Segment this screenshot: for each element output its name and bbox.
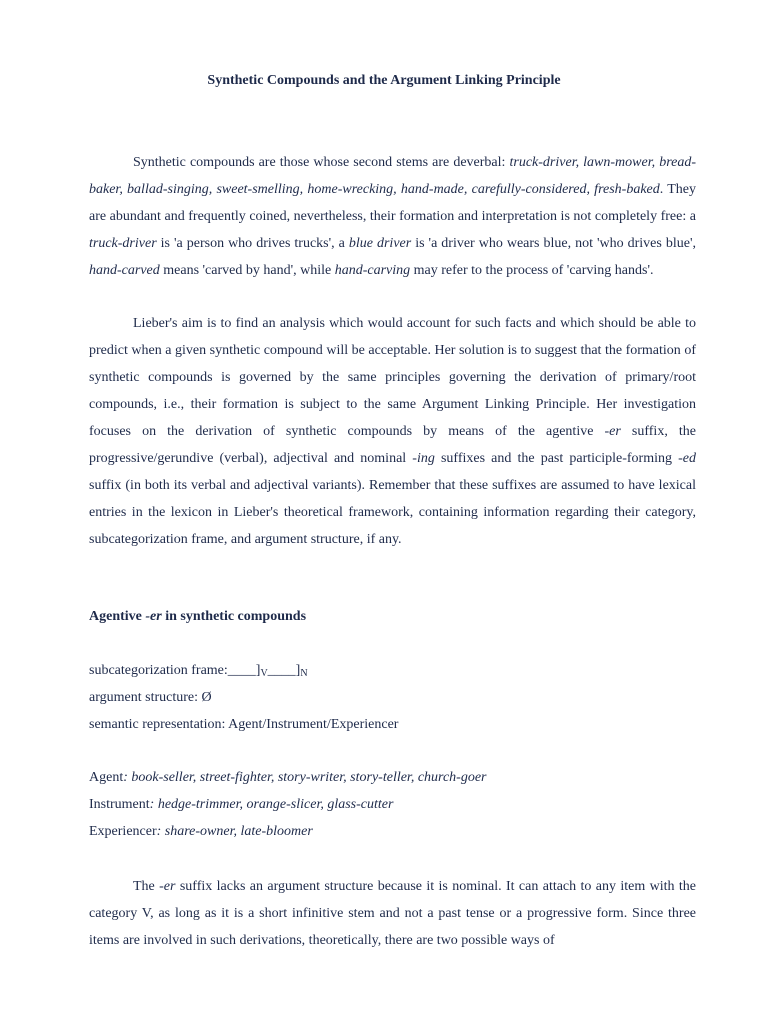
instrument-label: Instrument (89, 797, 150, 812)
instrument-list: : hedge-trimmer, orange-slicer, glass-cutter (149, 797, 394, 812)
example: truck-driver (89, 236, 157, 251)
agent-list: : book-seller, street-fighter, story-writer, story-teller, church-goer (123, 770, 487, 785)
text: means 'carved by hand', while (159, 263, 335, 278)
text: may refer to the process of 'carving hands'. (410, 263, 654, 278)
document-title: Synthetic Compounds and the Argument Linking Principle (207, 73, 561, 88)
text: is 'a driver who wears blue, not 'who drives blue', (411, 236, 696, 251)
example: blue driver (348, 236, 412, 251)
section-heading (89, 609, 306, 625)
experiencer-label: Experiencer (89, 824, 157, 839)
example: hand-carving (334, 263, 411, 278)
heading-text: in synthetic compounds (161, 609, 307, 624)
text: Synthetic compounds are those whose second stems are deverbal: (133, 155, 510, 170)
suffix: -ed (678, 451, 696, 466)
semantic-representation: semantic representation: Agent/Instrument/Experiencer (89, 717, 399, 732)
subcategorization-frame (89, 663, 308, 679)
experiencer-list: : share-owner, late-bloomer (156, 824, 313, 839)
text: The (133, 879, 160, 894)
experiencer-examples (89, 824, 313, 840)
subcat-mid: ____] (267, 663, 301, 678)
text: is 'a person who drives trucks', a (156, 236, 349, 251)
paragraph-intro (89, 149, 696, 284)
suffix: -er (159, 879, 176, 894)
text: Lieber's aim is to find an analysis which would account for such facts and which should be able to predict when a given synthetic compound will be acceptable. Her solution is to suggest that the formation of synthetic compounds is governed by the same principles governing the derivation of primary/root compounds, i.e., their formation is subject to the same Argument Linking Principle. Her investigation focuses on the derivation of synthetic compounds by means of the agentive (89, 316, 696, 439)
subscript-n: N (300, 668, 308, 679)
argument-structure: argument structure: Ø (89, 690, 212, 705)
agent-examples (89, 770, 487, 786)
paragraph-er-suffix (89, 873, 696, 954)
subscript-v: V (260, 668, 268, 679)
examples: truck-driver, lawn-mower, bread-baker, ballad-singing, sweet-smelling, home-wrecking, hand-made, carefully-considered, fresh-baked (89, 155, 696, 197)
heading-suffix: -er (145, 609, 162, 624)
example: hand-carved (89, 263, 160, 278)
instrument-examples (89, 797, 393, 813)
suffix: -ing (412, 451, 435, 466)
subcat-label: subcategorization frame:____] (89, 663, 261, 678)
suffix: -er (604, 424, 621, 439)
heading-text: Agentive (89, 609, 146, 624)
text: suffixes and the past participle-forming (434, 451, 679, 466)
text: suffix, the progressive/gerundive (verbal), adjectival and nominal (89, 424, 696, 466)
agent-label: Agent (89, 770, 124, 785)
text: suffix lacks an argument structure because it is nominal. It can attach to any item with the category V, as long as it is a short infinitive stem and not a past tense or a progressive form. Since three items are involved in such derivations, theoretically, there are two possible ways of (89, 879, 696, 948)
text: suffix (in both its verbal and adjectival variants). Remember that these suffixes are assumed to have lexical entries in the lexicon in Lieber's theoretical framework, containing information regarding their category, subcategorization frame, and argument structure, if any. (89, 478, 696, 547)
text: . They are abundant and frequently coined, nevertheless, their formation and interpretation is not completely free: a (89, 182, 696, 224)
paragraph-lieber (89, 310, 696, 553)
